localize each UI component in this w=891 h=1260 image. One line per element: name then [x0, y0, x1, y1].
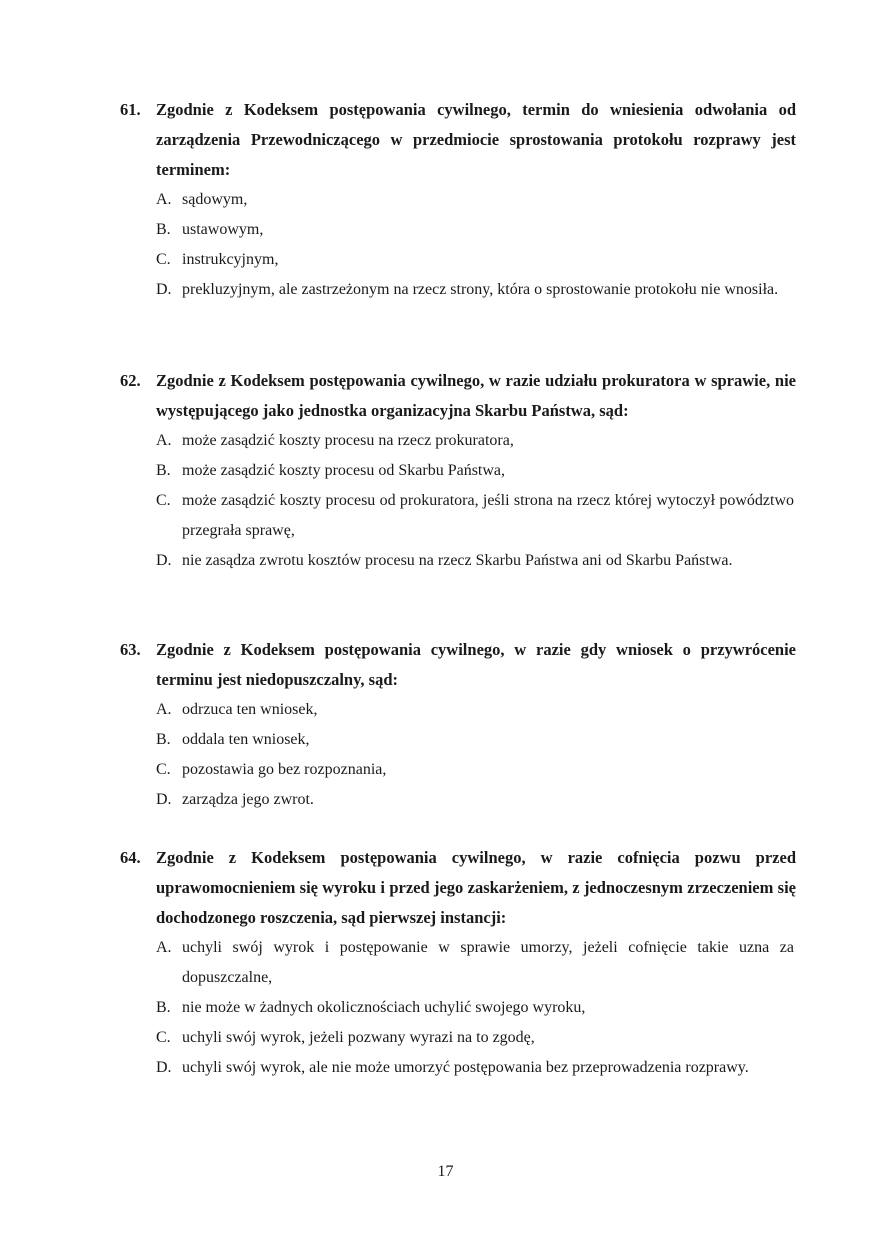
option-text: zarządza jego zwrot. [182, 791, 314, 808]
answer-option-c [156, 245, 796, 275]
question-text: Zgodnie z Kodeksem postępowania cywilnego, w razie gdy wniosek o przywrócenie terminu jest niedopuszczalny, sąd: [156, 640, 796, 689]
option-letter: C. [156, 492, 171, 509]
option-text: sądowym, [182, 191, 248, 208]
option-letter: D. [156, 281, 172, 298]
answer-option-d [156, 785, 796, 815]
answer-option-a [156, 933, 796, 993]
answer-option-d [156, 275, 796, 305]
page-number: 17 [437, 1163, 454, 1180]
option-letter: A. [156, 432, 172, 449]
question-64 [120, 843, 800, 1083]
answer-option-a [156, 426, 796, 456]
question-text: Zgodnie z Kodeksem postępowania cywilnego, termin do wniesienia odwołania od zarządzenia Przewodniczącego w przedmiocie sprostowania protokołu rozprawy jest terminem: [156, 100, 796, 179]
option-text: może zasądzić koszty procesu na rzecz prokuratora, [182, 432, 514, 449]
answer-option-b [156, 993, 796, 1023]
option-text: ustawowym, [182, 221, 264, 238]
answer-option-b [156, 456, 796, 486]
option-text: odrzuca ten wniosek, [182, 701, 318, 718]
option-text: oddala ten wniosek, [182, 731, 310, 748]
option-letter: C. [156, 1029, 171, 1046]
question-number: 63. [120, 640, 141, 659]
option-text: nie może w żadnych okolicznościach uchylić swojego wyroku, [182, 999, 586, 1016]
answer-option-b [156, 215, 796, 245]
answer-options [120, 933, 800, 1083]
option-letter: D. [156, 1059, 172, 1076]
option-text: nie zasądza zwrotu kosztów procesu na rzecz Skarbu Państwa ani od Skarbu Państwa. [182, 552, 733, 569]
answer-options [120, 426, 800, 576]
answer-option-c [156, 1023, 796, 1053]
question-62 [120, 366, 800, 576]
answer-option-a [156, 695, 796, 725]
option-letter: D. [156, 552, 172, 569]
question-number: 64. [120, 848, 141, 867]
option-letter: C. [156, 761, 171, 778]
option-text: pozostawia go bez rozpoznania, [182, 761, 387, 778]
option-letter: A. [156, 191, 172, 208]
option-letter: C. [156, 251, 171, 268]
answer-option-d [156, 1053, 796, 1083]
option-text: uchyli swój wyrok, jeżeli pozwany wyrazi na to zgodę, [182, 1029, 535, 1046]
answer-option-c [156, 486, 796, 546]
option-text: uchyli swój wyrok, ale nie może umorzyć postępowania bez przeprowadzenia rozprawy. [182, 1059, 749, 1076]
question-number: 61. [120, 100, 141, 119]
answer-option-a [156, 185, 796, 215]
option-text: prekluzyjnym, ale zastrzeżonym na rzecz strony, która o sprostowanie protokołu nie wnosiła. [182, 281, 779, 298]
question-number: 62. [120, 371, 141, 390]
option-letter: A. [156, 939, 172, 956]
answer-options [120, 185, 800, 305]
question-text: Zgodnie z Kodeksem postępowania cywilnego, w razie cofnięcia pozwu przed uprawomocnieniem się wyroku i przed jego zaskarżeniem, z jednoczesnym zrzeczeniem się dochodzonego roszczenia, sąd pierwszej instancji: [156, 848, 796, 927]
option-letter: B. [156, 731, 171, 748]
option-letter: B. [156, 462, 171, 479]
question-63 [120, 635, 800, 815]
answer-option-d [156, 546, 796, 576]
option-text: uchyli swój wyrok i postępowanie w sprawie umorzy, jeżeli cofnięcie takie uzna za dopuszczalne, [182, 939, 794, 986]
option-text: może zasądzić koszty procesu od Skarbu Państwa, [182, 462, 506, 479]
answer-option-b [156, 725, 796, 755]
option-letter: B. [156, 221, 171, 238]
question-61 [120, 95, 800, 305]
answer-options [120, 695, 800, 815]
option-letter: A. [156, 701, 172, 718]
option-letter: B. [156, 999, 171, 1016]
option-letter: D. [156, 791, 172, 808]
option-text: instrukcyjnym, [182, 251, 279, 268]
option-text: może zasądzić koszty procesu od prokuratora, jeśli strona na rzecz której wytoczył powództwo przegrała sprawę, [182, 492, 794, 539]
question-text: Zgodnie z Kodeksem postępowania cywilnego, w razie udziału prokuratora w sprawie, nie występującego jako jednostka organizacyjna Skarbu Państwa, sąd: [156, 371, 796, 420]
answer-option-c [156, 755, 796, 785]
